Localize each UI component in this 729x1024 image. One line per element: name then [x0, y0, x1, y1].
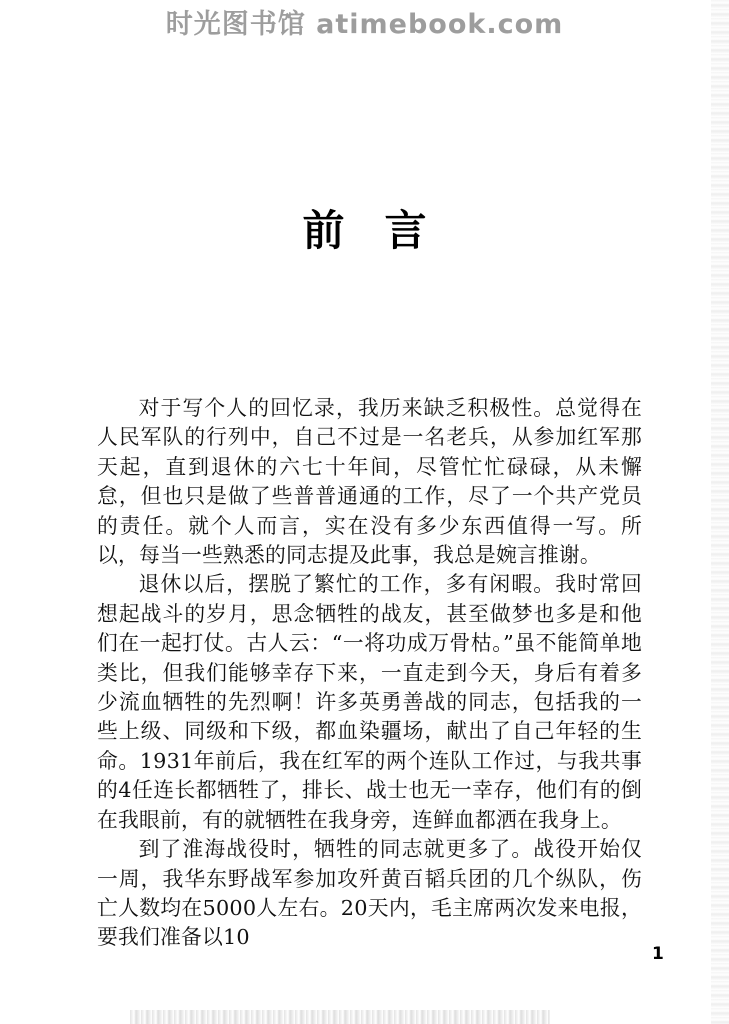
- watermark: 时光图书馆 atimebook.com: [165, 9, 564, 40]
- paragraph-2: 退休以后，摆脱了繁忙的工作，多有闲暇。我时常回想起战斗的岁月，思念牺牲的战友，甚至做梦也多是和他们在一起打仗。古人云：“一将功成万骨枯。”虽不能简单地类比，但我们能够幸存下来，一直走到今天，身后有着多少流血牺牲的先烈啊！许多英勇善战的同志，包括我的一些上级、同级和下级，都血染疆场，献出了自己年轻的生命。1931年前后，我在红军的两个连队工作过，与我共事的4任连长都牺牲了，排长、战士也无一幸存，他们有的倒在我眼前，有的就牺牲在我身旁，连鲜血都洒在我身上。: [97, 572, 642, 832]
- scan-edge-bottom: [130, 1010, 550, 1024]
- paragraph-1: 对于写个人的回忆录，我历来缺乏积极性。总觉得在人民军队的行列中，自己不过是一名老兵，从参加红军那天起，直到退休的六七十年间，尽管忙忙碌碌，从未懈怠，但也只是做了些普普通通的工作，尽了一个共产党员的责任。就个人而言，实在没有多少东西值得一写。所以，每当一些熟悉的同志提及此事，我总是婉言推谢。: [97, 396, 642, 568]
- scan-edge-right: [711, 0, 729, 1024]
- paragraph-3: 到了淮海战役时，牺牲的同志就更多了。战役开始仅一周，我华东野战军参加攻歼黄百韬兵团的几个纵队，伤亡人数均在5000人左右。20天内，毛主席两次发来电报，要我们准备以10: [97, 837, 642, 950]
- chapter-title: 前言: [302, 206, 467, 255]
- body-text: [97, 394, 642, 953]
- page-number: 1: [652, 944, 664, 964]
